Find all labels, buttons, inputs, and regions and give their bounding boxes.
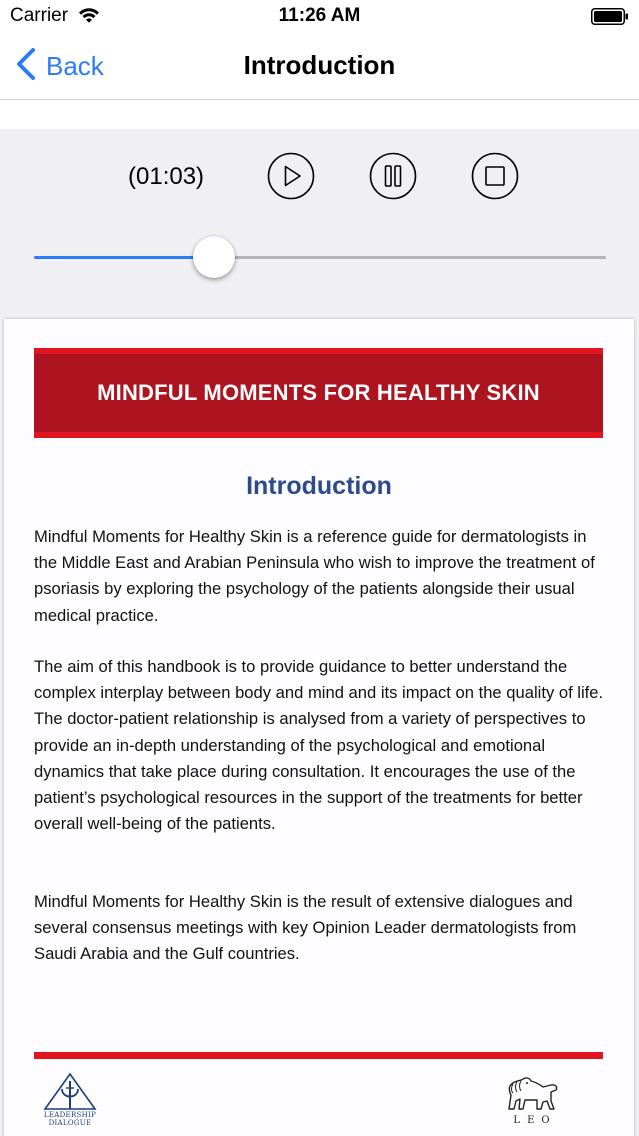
paragraph: Mindful Moments for Healthy Skin is the result of extensive dialogues and several consensus meetings with key Opinion Leader dermatologists from Saudi Arabia and the Gulf countries. (34, 892, 577, 964)
document-heading: Introduction (246, 472, 392, 500)
slider-thumb[interactable] (193, 236, 235, 278)
chevron-left-icon (14, 47, 38, 86)
navigation-bar (0, 34, 639, 100)
play-button[interactable] (267, 152, 315, 200)
status-bar (0, 0, 639, 34)
banner-title: MINDFUL MOMENTS FOR HEALTHY SKIN (97, 380, 540, 405)
document-page (4, 319, 634, 1136)
leo-logo (499, 1071, 565, 1129)
elapsed-time: (01:03) (128, 163, 205, 190)
slider-fill (34, 256, 214, 259)
banner-bottom-line (34, 432, 603, 438)
back-button-label: Back (46, 50, 104, 81)
progress-slider[interactable] (34, 237, 606, 277)
paragraph: The aim of this handbook is to provide guidance to better understand the complex interplay between body and mind and its impact on the quality of life. The doctor-patient relationship is analysed from a variety of perspectives to provide an in-depth understanding of the psychological and emotional dynamics that take place during consultation. It encourages the use of the patient’s psychological resources in the support of the treatments for better overall well-being of the patients. (34, 657, 604, 834)
play-icon (267, 152, 315, 200)
status-time: 11:26 AM (278, 5, 361, 26)
carrier-label: Carrier (10, 5, 69, 26)
stop-icon (471, 152, 519, 200)
pause-icon (369, 152, 417, 200)
paragraph: Mindful Moments for Healthy Skin is a reference guide for dermatologists in the Middle East and Arabian Peninsula who wish to improve the treatment of psoriasis by exploring the psychology of the patients alongside their usual medical practice. (34, 527, 595, 625)
audio-player (0, 129, 639, 299)
stop-button[interactable] (471, 152, 519, 200)
leo-logo-text: LEO (513, 1115, 557, 1126)
document-viewer[interactable] (0, 299, 639, 1136)
footer-divider (34, 1052, 603, 1059)
pause-button[interactable] (369, 152, 417, 200)
logo-text-line2: DIALOGUE (48, 1119, 92, 1127)
logo-text-line1: LEADERSHIP (43, 1111, 97, 1119)
leadership-dialogue-logo (40, 1071, 100, 1129)
page-title: Introduction (243, 50, 396, 80)
battery-icon (591, 8, 629, 25)
title-banner (34, 348, 603, 438)
back-button[interactable] (14, 48, 104, 84)
